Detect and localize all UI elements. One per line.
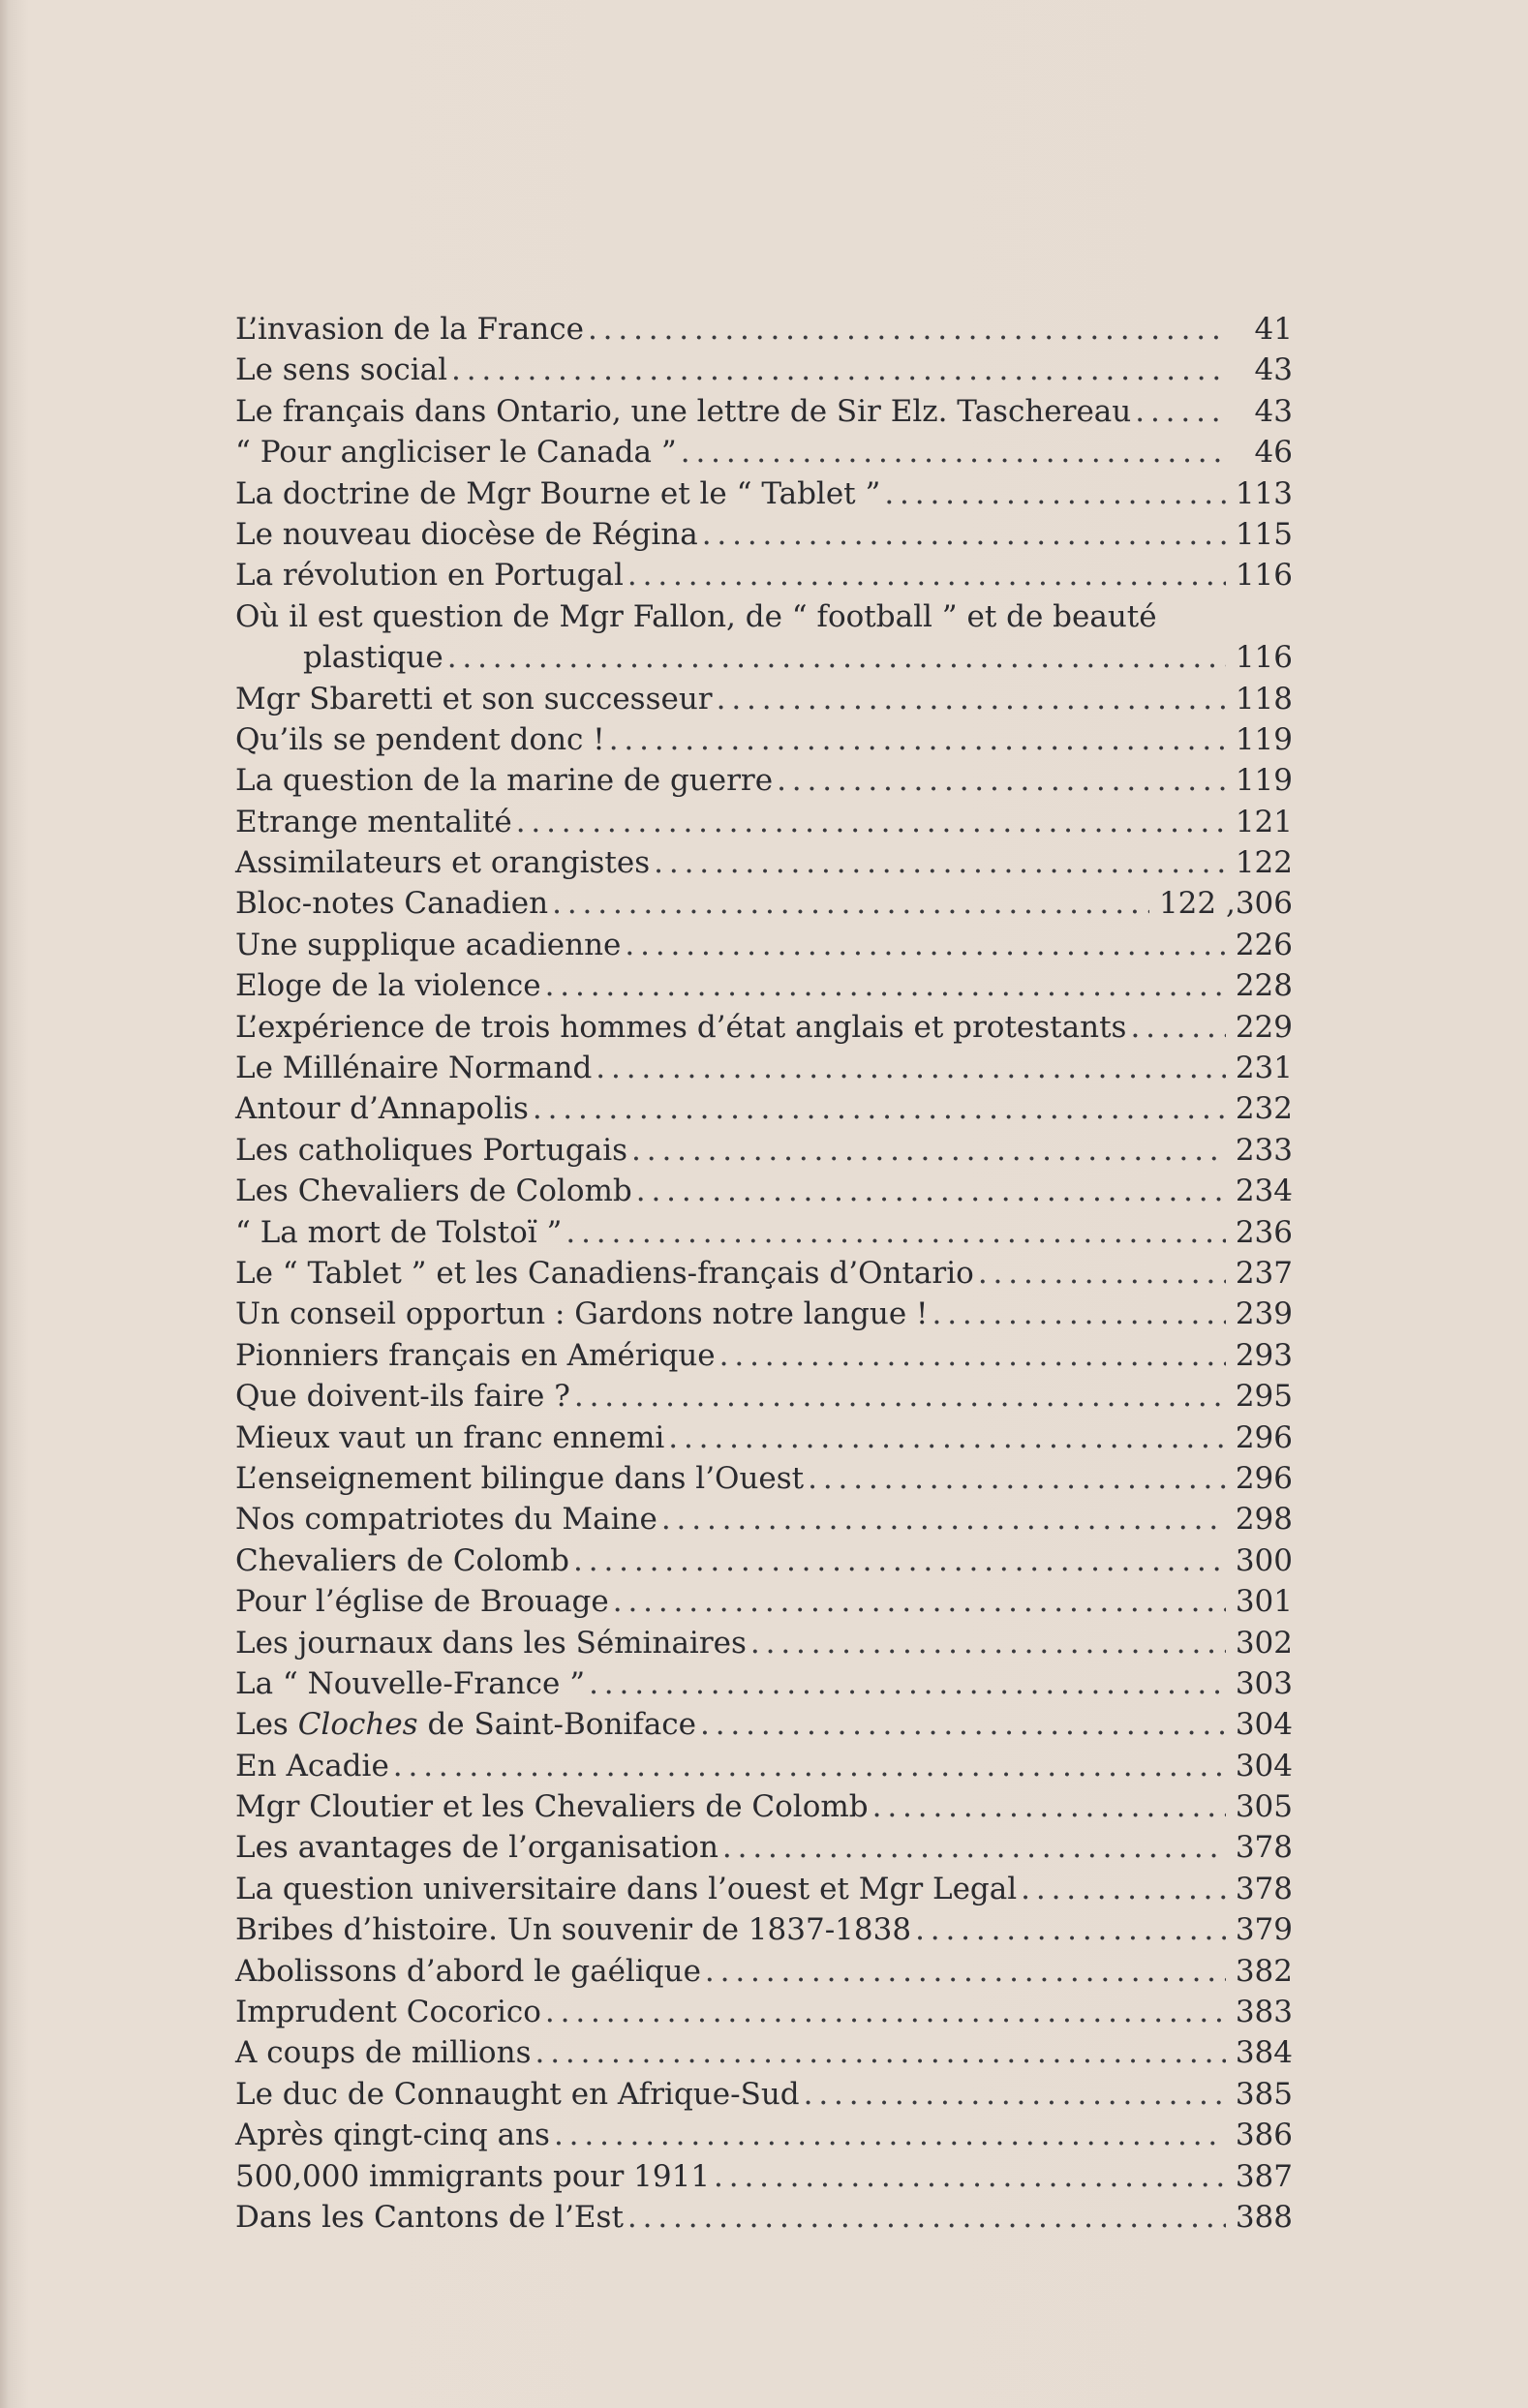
toc-entry-title: Qu’ils se pendent donc ! <box>235 721 605 757</box>
toc-entry-title: Assimilateurs et orangistes <box>235 845 651 881</box>
toc-entry <box>235 1458 1293 1499</box>
toc-entry <box>235 883 1293 924</box>
dot-leader <box>714 2156 1226 2197</box>
toc-entry-title: Pour l’église de Brouage <box>235 1584 609 1620</box>
toc-entry-title: En Acadie <box>235 1748 389 1783</box>
toc-entry <box>235 1992 1293 2032</box>
toc-entry-page: 118 <box>1235 681 1293 716</box>
dot-leader <box>627 2197 1226 2238</box>
toc-entry-title: La question de la marine de guerre <box>235 763 774 799</box>
dot-leader <box>804 2074 1226 2115</box>
toc-entry-title: Bribes d’histoire. Un souvenir de 1837-1838 <box>235 1912 912 1948</box>
dot-leader <box>978 1253 1226 1294</box>
dot-leader <box>609 719 1226 760</box>
toc-entry-title: La “ Nouvelle-France ” <box>235 1665 586 1701</box>
toc-entry <box>235 1376 1293 1417</box>
toc-entry-title <box>235 1704 696 1745</box>
toc-entry-title: A coups de millions <box>235 2035 532 2071</box>
toc-entry-page: 301 <box>1235 1584 1293 1620</box>
toc-entry-title: Le nouveau diocèse de Régina <box>235 516 698 552</box>
dot-leader <box>681 432 1229 472</box>
toc-entry-page: 239 <box>1235 1296 1293 1332</box>
dot-leader <box>668 1417 1226 1458</box>
toc-entry-title: Un conseil opportun : Gardons notre langue ! <box>235 1296 929 1332</box>
toc-entry <box>235 1417 1293 1458</box>
toc-entry <box>235 1623 1293 1663</box>
toc-entry-title: Après qingt-cinq ans <box>235 2118 550 2153</box>
dot-leader <box>447 637 1226 678</box>
toc-entry-title: Mieux vaut un franc ennemi <box>235 1419 665 1455</box>
toc-entry-title: L’enseignement bilingue dans l’Ouest <box>235 1460 805 1496</box>
dot-leader <box>661 1499 1226 1539</box>
toc-entry-page: 236 <box>1235 1214 1293 1250</box>
toc-entry-title-part: Les <box>235 1707 298 1743</box>
toc-entry-title: L’expérience de trois hommes d’état anglais et protestants <box>235 1009 1127 1045</box>
toc-entry-page: 378 <box>1235 1871 1293 1906</box>
dot-leader <box>636 1171 1226 1211</box>
toc-entry <box>235 1171 1293 1211</box>
dot-leader <box>722 1827 1226 1868</box>
toc-entry-page: 43 <box>1254 393 1293 429</box>
toc-entry-page: 385 <box>1235 2076 1293 2112</box>
dot-leader <box>613 1581 1226 1622</box>
toc-entry-title: Mgr Sbaretti et son successeur <box>235 681 713 716</box>
dot-leader <box>596 1048 1226 1088</box>
toc-entry <box>235 1909 1293 1950</box>
dot-leader <box>915 1909 1226 1950</box>
dot-leader <box>808 1458 1226 1499</box>
dot-leader <box>589 1663 1226 1704</box>
toc-entry-page: 295 <box>1235 1379 1293 1415</box>
toc-entry-title: 500,000 immigrants pour 1911 <box>235 2158 711 2194</box>
toc-entry-page: 233 <box>1235 1132 1293 1168</box>
toc-entry-page: 383 <box>1235 1995 1293 2030</box>
toc-entry <box>235 596 1293 637</box>
toc-entry-page: 293 <box>1235 1337 1293 1373</box>
toc-entry-page: 384 <box>1235 2035 1293 2071</box>
toc-entry <box>235 1048 1293 1088</box>
toc-entry <box>235 1253 1293 1294</box>
toc-entry <box>235 1007 1293 1048</box>
toc-entry <box>235 1663 1293 1704</box>
dot-leader <box>717 679 1226 719</box>
toc-entry-page: 231 <box>1235 1051 1293 1086</box>
toc-entry <box>235 555 1293 595</box>
toc-entry-title: Le “ Tablet ” et les Canadiens-français d’Ontario <box>235 1255 974 1291</box>
dot-leader <box>625 925 1225 965</box>
toc-entry-page: 113 <box>1235 475 1293 511</box>
dot-leader <box>573 1540 1226 1581</box>
toc-entry-page: 305 <box>1235 1789 1293 1825</box>
toc-entry-title-italic: Cloches <box>297 1707 418 1743</box>
toc-entry <box>235 1951 1293 1992</box>
dot-leader <box>719 1335 1226 1376</box>
toc-entry-page: 228 <box>1235 968 1293 1004</box>
toc-entry-page: 41 <box>1254 312 1293 347</box>
toc-entry <box>235 679 1293 719</box>
toc-entry-page: 122 ,306 <box>1158 886 1293 922</box>
toc-entry <box>235 965 1293 1006</box>
dot-leader <box>884 473 1225 514</box>
dot-leader <box>1130 1007 1225 1048</box>
dot-leader <box>533 1088 1226 1129</box>
dot-leader <box>750 1623 1226 1663</box>
dot-leader <box>545 1992 1226 2032</box>
dot-leader <box>1135 391 1229 432</box>
toc-entry <box>235 391 1293 432</box>
dot-leader <box>654 842 1226 883</box>
toc-entry-title: Que doivent-ils faire ? <box>235 1379 570 1415</box>
toc-entry-page: 304 <box>1235 1707 1293 1743</box>
toc-entry-page: 378 <box>1235 1830 1293 1866</box>
toc-entry-page: 382 <box>1235 1953 1293 1989</box>
dot-leader <box>705 1951 1226 1992</box>
toc-entry <box>235 2156 1293 2197</box>
toc-entry <box>235 432 1293 472</box>
dot-leader <box>451 350 1229 390</box>
toc-entry-page: 302 <box>1235 1625 1293 1661</box>
toc-entry-title: Eloge de la violence <box>235 968 541 1004</box>
toc-entry-title: La doctrine de Mgr Bourne et le “ Tablet ” <box>235 475 881 511</box>
toc-entry-title: Le sens social <box>235 352 448 388</box>
dot-leader <box>1021 1869 1226 1909</box>
toc-entry <box>235 1540 1293 1581</box>
toc-entry <box>235 1869 1293 1909</box>
toc-entry-title: Bloc-notes Canadien <box>235 886 549 922</box>
dot-leader <box>702 514 1226 555</box>
toc-entry-title: La révolution en Portugal <box>235 558 624 594</box>
toc-entry-page: 121 <box>1235 804 1293 839</box>
toc-entry-page: 119 <box>1235 763 1293 799</box>
toc-entry-page: 226 <box>1235 927 1293 962</box>
toc-entry-title: Dans les Cantons de l’Est <box>235 2199 624 2235</box>
table-of-contents <box>235 309 1293 2238</box>
toc-entry-page: 303 <box>1235 1665 1293 1701</box>
toc-entry <box>235 1827 1293 1868</box>
dot-leader <box>393 1746 1226 1786</box>
toc-entry-page: 300 <box>1235 1542 1293 1578</box>
toc-entry-title: Abolissons d’abord le gaélique <box>235 1953 701 1989</box>
dot-leader <box>574 1376 1226 1417</box>
toc-entry-page: 229 <box>1235 1009 1293 1045</box>
toc-entry-title: Pionniers français en Amérique <box>235 1337 716 1373</box>
toc-entry-page: 43 <box>1254 352 1293 388</box>
dot-leader <box>700 1704 1226 1745</box>
toc-entry-page: 46 <box>1254 435 1293 471</box>
toc-entry-title: plastique <box>303 640 443 676</box>
toc-entry-title: Etrange mentalité <box>235 804 512 839</box>
toc-entry-title: Imprudent Cocorico <box>235 1995 541 2030</box>
toc-entry-title: Les journaux dans les Séminaires <box>235 1625 747 1661</box>
toc-entry-page: 234 <box>1235 1174 1293 1209</box>
toc-entry <box>235 350 1293 390</box>
dot-leader <box>565 1212 1225 1253</box>
dot-leader <box>545 965 1226 1006</box>
toc-entry-title: Chevaliers de Colomb <box>235 1542 570 1578</box>
toc-entry-page: 386 <box>1235 2118 1293 2153</box>
toc-entry-page: 116 <box>1235 640 1293 676</box>
dot-leader <box>777 760 1226 801</box>
toc-entry-page: 304 <box>1235 1748 1293 1783</box>
toc-entry-title: Antour d’Annapolis <box>235 1091 529 1127</box>
toc-entry-title: Les avantages de l’organisation <box>235 1830 718 1866</box>
toc-entry-title-part: de Saint-Boniface <box>417 1707 697 1743</box>
toc-entry <box>235 1130 1293 1171</box>
toc-entry-page: 387 <box>1235 2158 1293 2194</box>
toc-entry-page: 388 <box>1235 2199 1293 2235</box>
toc-entry <box>235 760 1293 801</box>
toc-entry-title: “ La mort de Tolstoï ” <box>235 1214 563 1250</box>
toc-entry <box>235 1088 1293 1129</box>
toc-entry <box>235 514 1293 555</box>
toc-entry-title: “ Pour angliciser le Canada ” <box>235 435 677 471</box>
dot-leader <box>535 2032 1225 2073</box>
toc-entry-title: L’invasion de la France <box>235 312 584 347</box>
dot-leader <box>554 2115 1226 2155</box>
toc-entry <box>235 309 1293 350</box>
toc-entry-page: 298 <box>1235 1502 1293 1538</box>
toc-entry <box>235 473 1293 514</box>
toc-entry-title: Nos compatriotes du Maine <box>235 1502 657 1538</box>
toc-entry <box>235 1335 1293 1376</box>
toc-entry <box>235 2074 1293 2115</box>
toc-entry-page: 116 <box>1235 558 1293 594</box>
dot-leader <box>552 883 1149 924</box>
toc-entry-page: 379 <box>1235 1912 1293 1948</box>
dot-leader <box>588 309 1229 350</box>
toc-entry <box>235 2115 1293 2155</box>
toc-entry-page: 232 <box>1235 1091 1293 1127</box>
toc-entry-title: Le duc de Connaught en Afrique-Sud <box>235 2076 800 2112</box>
toc-entry <box>235 1499 1293 1539</box>
toc-entry-title: Une supplique acadienne <box>235 927 622 962</box>
toc-entry <box>235 2197 1293 2238</box>
toc-entry <box>235 1746 1293 1786</box>
toc-entry-page: 119 <box>1235 721 1293 757</box>
toc-entry-page: 296 <box>1235 1460 1293 1496</box>
toc-entry <box>235 1294 1293 1334</box>
toc-entry <box>235 842 1293 883</box>
toc-entry <box>235 802 1293 842</box>
toc-entry-title: Les catholiques Portugais <box>235 1132 628 1168</box>
toc-entry-title: Le français dans Ontario, une lettre de Sir Elz. Taschereau <box>235 393 1132 429</box>
toc-entry-title: Où il est question de Mgr Fallon, de “ football ” et de beauté <box>235 598 1157 634</box>
toc-entry-page: 237 <box>1235 1255 1293 1291</box>
toc-entry-title: Les Chevaliers de Colomb <box>235 1174 632 1209</box>
dot-leader <box>872 1786 1226 1827</box>
dot-leader <box>631 1130 1226 1171</box>
toc-entry-page: 122 <box>1235 845 1293 881</box>
toc-entry <box>235 637 1293 678</box>
toc-entry-page: 115 <box>1235 516 1293 552</box>
toc-entry <box>235 925 1293 965</box>
toc-entry <box>235 1212 1293 1253</box>
toc-entry <box>235 1786 1293 1827</box>
toc-entry-title: La question universitaire dans l’ouest et Mgr Legal <box>235 1871 1018 1906</box>
toc-entry <box>235 2032 1293 2073</box>
toc-entry-title: Le Millénaire Normand <box>235 1051 593 1086</box>
toc-entry <box>235 1581 1293 1622</box>
dot-leader <box>932 1294 1225 1334</box>
dot-leader <box>627 555 1226 595</box>
toc-entry <box>235 1704 1293 1745</box>
dot-leader <box>516 802 1226 842</box>
toc-entry-page: 296 <box>1235 1419 1293 1455</box>
toc-entry-title: Mgr Cloutier et les Chevaliers de Colomb <box>235 1789 869 1825</box>
toc-entry <box>235 719 1293 760</box>
